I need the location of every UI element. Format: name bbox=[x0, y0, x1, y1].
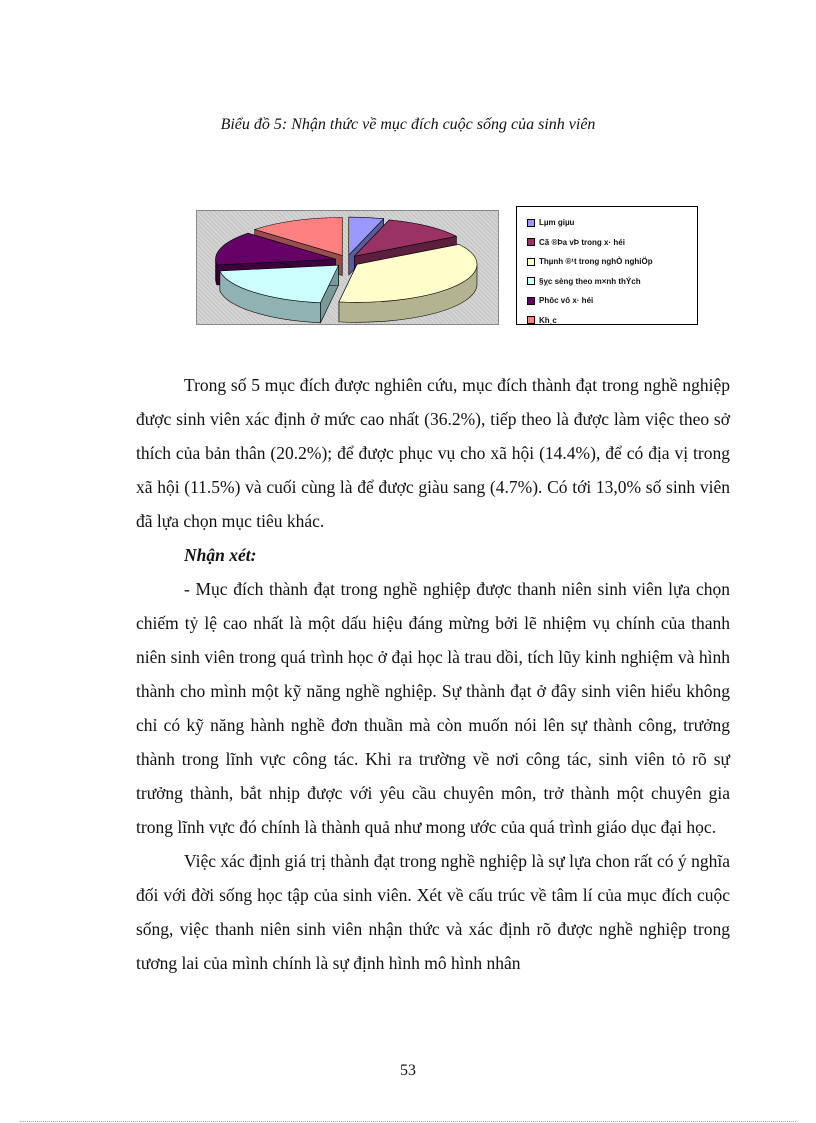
legend-swatch bbox=[527, 238, 535, 246]
legend-item bbox=[527, 233, 697, 253]
pie-chart-svg bbox=[197, 211, 498, 324]
legend-label: Thµnh ®¹t trong nghÒ nghiÖp bbox=[539, 257, 653, 267]
legend-item bbox=[527, 272, 697, 292]
pie-slice bbox=[220, 265, 339, 323]
legend-label: Lµm giµu bbox=[539, 218, 575, 228]
legend-label: §ỵc sèng theo m×nh thÝch bbox=[539, 276, 641, 286]
legend-swatch bbox=[527, 297, 535, 305]
legend-swatch bbox=[527, 316, 535, 324]
legend-item bbox=[527, 252, 697, 272]
legend-item bbox=[527, 291, 697, 311]
paragraph: Trong số 5 mục đích được nghiên cứu, mục đích thành đạt trong nghề nghiệp được sinh viên xác định ở mức cao nhất (36.2%), tiếp theo là được làm việc theo sở thích của bản thân (20.2%); để được phục vụ cho xã hội (14.4%), để có địa vị trong xã hội (11.5%) và cuối cùng là để được giàu sang (4.7%). Có tới 13,0% số sinh viên đã lựa chọn mục tiêu khác. bbox=[136, 375, 730, 531]
paragraph: - Mục đích thành đạt trong nghề nghiệp được thanh niên sinh viên lựa chọn chiếm tỷ lệ cao nhất là một dấu hiệu đáng mừng bởi lẽ nhiệm vụ chính của thanh niên sinh viên trong quá trình học ở đại học là trau dồi, tích lũy kinh nghiệm và hình thành cho mình một kỹ năng nghề nghiệp. Sự thành đạt ở đây sinh viên hiểu không chỉ có kỹ năng hành nghề đơn thuần mà còn muốn nói lên sự thành công, trưởng thành trong lĩnh vực công tác. Khi ra trường về nơi công tác, sinh viên tỏ rõ sự trưởng thành, bắt nhịp được với yêu cầu chuyên môn, trở thành một chuyên gia trong lĩnh vực đó chính là thành quả như mong ước của quá trình giáo dục đại học. bbox=[136, 579, 730, 837]
legend-swatch bbox=[527, 219, 535, 227]
legend-label: Cã ®Þa vÞ trong x· héi bbox=[539, 237, 625, 247]
legend-label: Kh¸c bbox=[539, 315, 557, 325]
legend-item bbox=[527, 311, 697, 331]
chart-legend bbox=[516, 206, 698, 325]
page-bottom-rule bbox=[20, 1121, 796, 1122]
pie-chart bbox=[196, 210, 499, 325]
section-heading: Nhận xét: bbox=[184, 545, 257, 565]
legend-swatch bbox=[527, 277, 535, 285]
page-number: 53 bbox=[400, 1062, 416, 1079]
body-text bbox=[136, 368, 730, 980]
chart-caption: Biểu đồ 5: Nhận thức về mục đích cuộc sống của sinh viên bbox=[220, 116, 596, 133]
legend-item bbox=[527, 213, 697, 233]
legend-swatch bbox=[527, 258, 535, 266]
paragraph: Việc xác định giá trị thành đạt trong nghề nghiệp là sự lựa chon rất có ý nghĩa đối với đời sống học tập của sinh viên. Xét về cấu trúc về tâm lí của mục đích cuộc sống, việc thanh niên sinh viên nhận thức và xác định rõ được nghề nghiệp trong tương lai của mình chính là sự định hình mô hình nhân bbox=[136, 851, 730, 973]
legend-label: Phôc vô x· héi bbox=[539, 296, 594, 306]
